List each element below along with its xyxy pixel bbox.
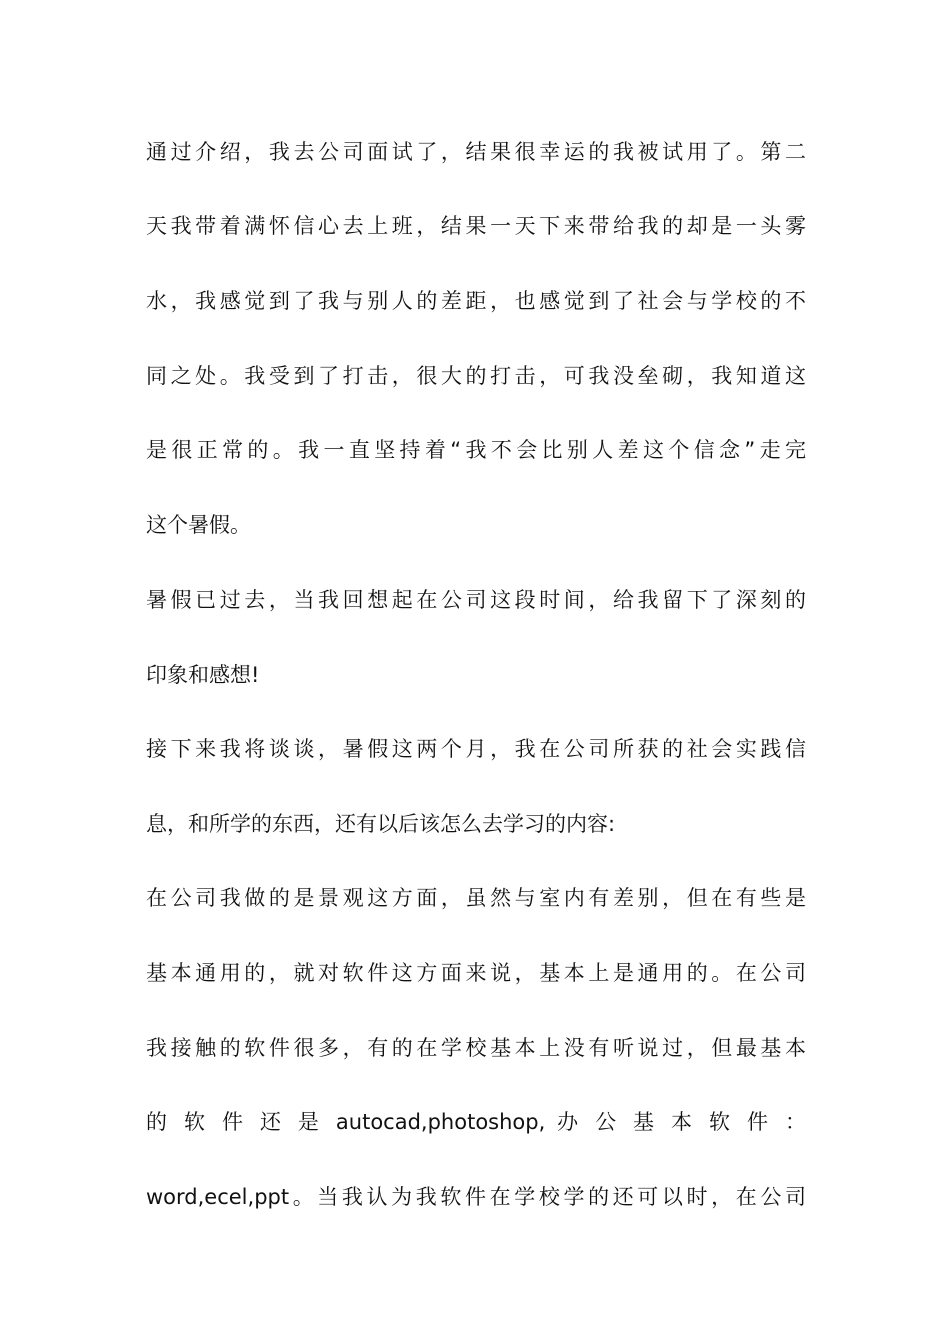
- text-line: 印象和感想!: [146, 663, 260, 687]
- text-line: 接下来我将谈谈，暑假这两个月，我在公司所获的社会实践信: [146, 737, 806, 761]
- text-line: 水，我感觉到了我与别人的差距，也感觉到了社会与学校的不: [146, 289, 806, 313]
- text-line: 天我带着满怀信心去上班，结果一天下来带给我的却是一头雾: [146, 214, 806, 238]
- text-line: 在公司我做的是景观这方面，虽然与室内有差别，但在有些是: [146, 886, 806, 910]
- text-line: 同之处。我受到了打击，很大的打击，可我没垒砌，我知道这: [146, 364, 806, 388]
- text-line: 我接触的软件很多，有的在学校基本上没有听说过，但最基本: [146, 1036, 806, 1060]
- text-line: 基本通用的，就对软件这方面来说，基本上是通用的。在公司: [146, 961, 806, 985]
- text-line: 息，和所学的东西，还有以后该怎么去学习的内容:: [146, 812, 616, 836]
- text-line: 是很正常的。我一直坚持着“我不会比别人差这个信念”走完: [146, 438, 806, 462]
- text-line: 通过介绍，我去公司面试了，结果很幸运的我被试用了。第二: [146, 140, 806, 164]
- text-line: 的 软 件 还 是 autocad,photoshop, 办 公 基 本 软 件 ：: [146, 1110, 806, 1134]
- text-line: 暑假已过去，当我回想起在公司这段时间，给我留下了深刻的: [146, 588, 806, 612]
- text-line: 这个暑假。: [146, 513, 251, 537]
- text-line: word,ecel,ppt。当我认为我软件在学校学的还可以时，在公司: [146, 1185, 806, 1209]
